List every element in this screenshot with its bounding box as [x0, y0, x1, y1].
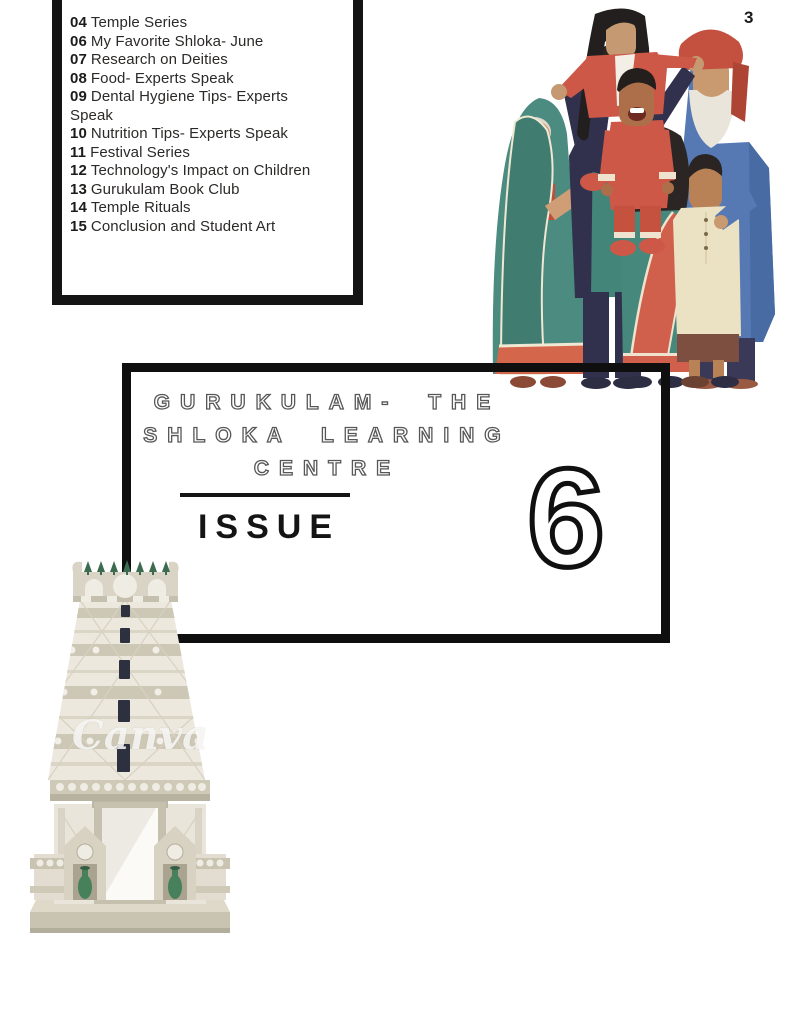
toc-entry-title: My Favorite Shloka- June	[90, 32, 264, 50]
toc-entry	[70, 181, 312, 200]
temple-base	[30, 900, 230, 933]
toc-entry	[70, 162, 312, 181]
issue-label: ISSUE	[197, 508, 341, 546]
toc-entry	[70, 70, 312, 89]
toc-entry-number: 14	[70, 199, 87, 216]
toc-entry	[70, 14, 312, 33]
toc-entry-number: 12	[70, 162, 87, 179]
temple-cornice	[50, 780, 210, 801]
toc-entry-title: Research on Deities	[90, 51, 228, 68]
toc-entry-title: Nutrition Tips- Experts Speak	[90, 125, 289, 142]
toc-entry-title: Food- Experts Speak	[90, 69, 234, 87]
title-divider	[180, 493, 350, 497]
toc-entry-title: Conclusion and Student Art	[90, 217, 276, 235]
toc-entry-title: Temple Rituals	[90, 199, 191, 216]
toc-entry-number: 07	[70, 51, 87, 68]
toc-entry	[70, 88, 312, 125]
toc-entry-number: 06	[70, 32, 87, 50]
family-illustration	[487, 4, 791, 390]
magazine-title-line1: GURUKULAM- THE	[153, 391, 501, 414]
toc-entry-number: 10	[70, 125, 87, 142]
toc-entry-number: 04	[70, 14, 87, 31]
toc-entry	[70, 51, 312, 70]
toc-entry-title: Festival Series	[90, 143, 190, 161]
magazine-title	[131, 386, 523, 485]
toc-entry-number: 09	[70, 88, 87, 105]
toc-entry-title: Gurukulam Book Club	[90, 180, 240, 198]
toc-entry-number: 15	[70, 217, 87, 235]
toc-entry	[70, 144, 312, 163]
toc-entry	[70, 33, 312, 52]
magazine-title-line3: CENTRE	[253, 457, 401, 480]
toc-entry	[70, 199, 312, 218]
page-number: 3	[744, 8, 754, 27]
toc-entry-number: 11	[70, 143, 87, 161]
temple-tower	[28, 600, 233, 780]
canva-watermark: Canva	[72, 712, 208, 759]
toc-entry	[70, 218, 312, 237]
toc-entry	[70, 125, 312, 144]
temple-illustration-svg	[28, 556, 233, 956]
family-illustration-svg	[487, 4, 791, 390]
toc-entry-title: Dental Hygiene Tips- Experts Speak	[70, 88, 288, 124]
temple-illustration	[28, 556, 233, 956]
issue-number: 6	[527, 439, 605, 596]
toc-box	[52, 0, 363, 305]
toc-entry-title: Technology's Impact on Children	[90, 162, 311, 179]
toc-list	[70, 14, 312, 236]
toc-entry-title: Temple Series	[90, 14, 188, 31]
toc-entry-number: 13	[70, 180, 87, 198]
toc-entry-number: 08	[70, 69, 87, 87]
magazine-title-line2: SHLOKA LEARNING	[143, 424, 511, 447]
